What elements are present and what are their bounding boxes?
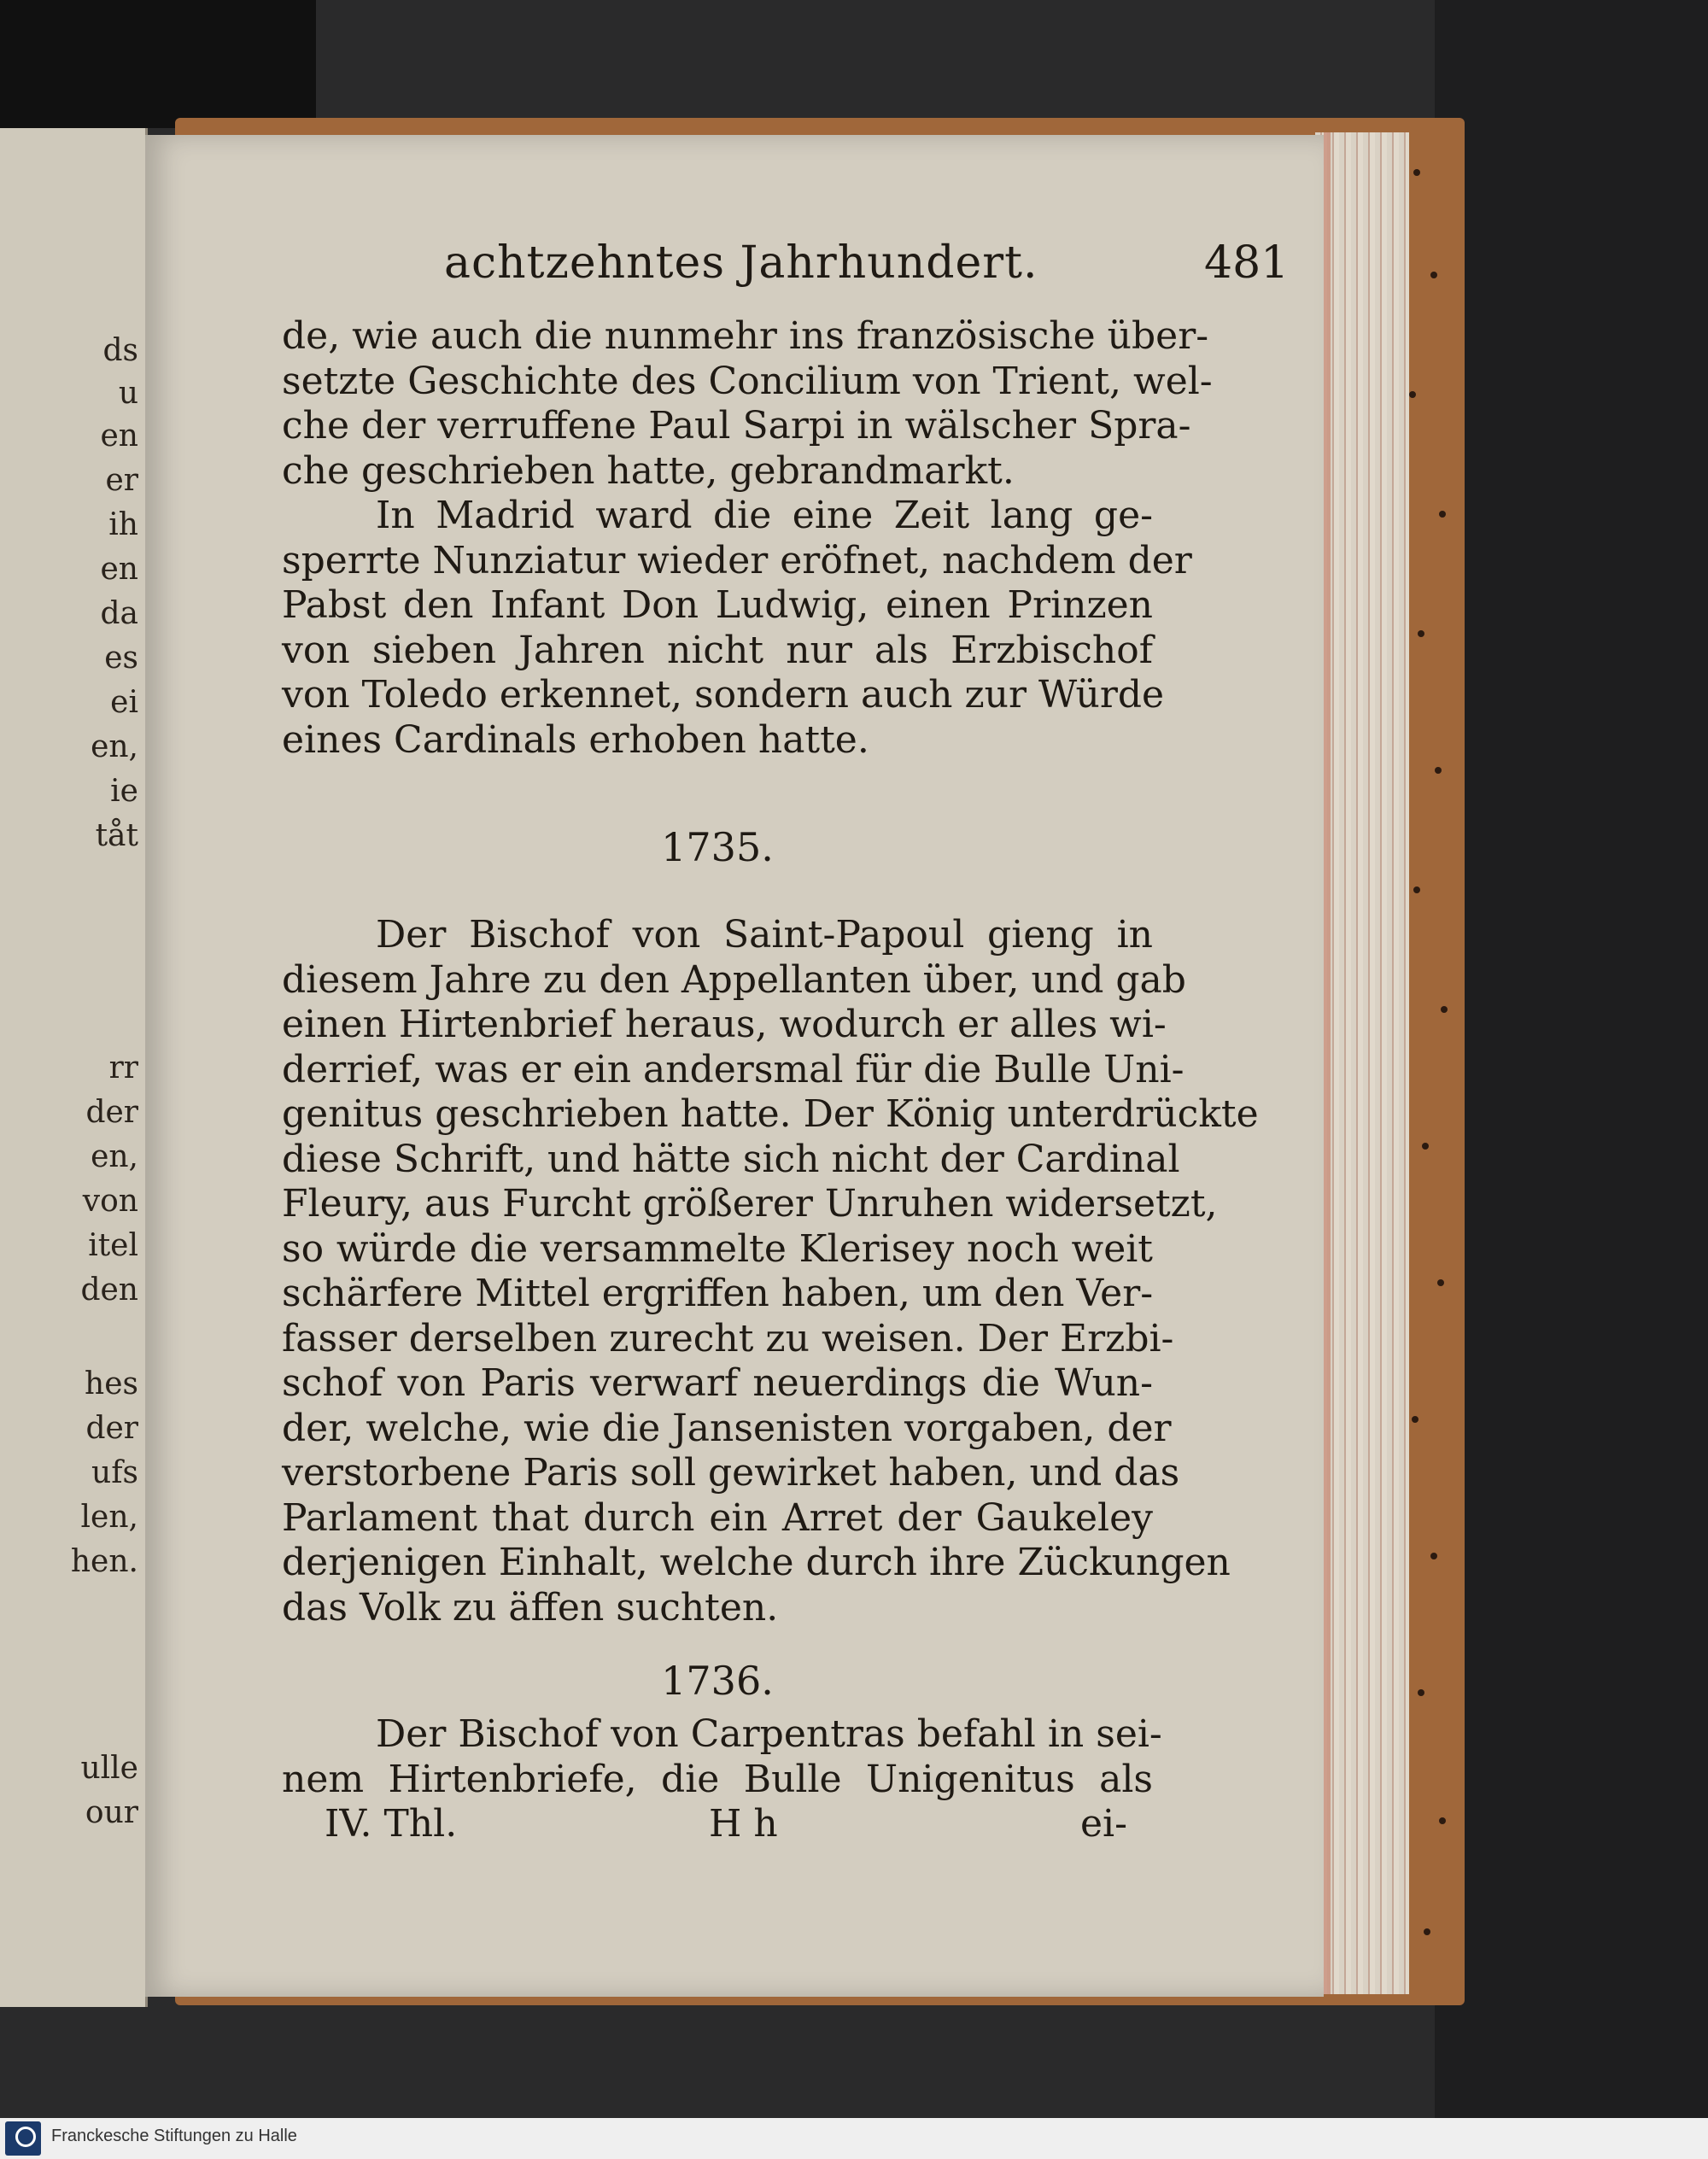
cover-speckle [1435, 767, 1442, 774]
cover-speckle [1439, 1817, 1446, 1824]
text-line: diese Schrift, und hätte sich nicht der Cardinal [282, 1137, 1180, 1181]
text-line: von Toledo erkennet, sondern auch zur Würde [282, 673, 1165, 717]
left-fragment: es [104, 641, 138, 676]
text-line: de, wie auch die nunmehr ins französische über- [282, 314, 1209, 358]
page-edge-red [1324, 132, 1331, 1994]
text-line: nem Hirtenbriefe, die Bulle Unigenitus als [282, 1757, 1153, 1801]
left-fragment: ulle [80, 1751, 138, 1786]
text-line: che geschrieben hatte, gebrandmarkt. [282, 448, 1015, 493]
text-line: diesem Jahre zu den Appellanten über, und gab [282, 957, 1186, 1002]
cover-speckle [1418, 630, 1424, 637]
text-line: verstorbene Paris soll gewirket haben, und das [282, 1451, 1180, 1495]
paragraph-1 [282, 314, 1290, 494]
text-line: einen Hirtenbrief heraus, wodurch er alles wi- [282, 1003, 1167, 1046]
page-number: 481 [1204, 237, 1290, 289]
left-fragment: en, [91, 729, 138, 764]
institution-logo [5, 2121, 41, 2156]
text-line: derjenigen Einhalt, welche durch ihre Zückungen [282, 1541, 1231, 1584]
year-heading: 1736. [661, 1658, 774, 1704]
left-fragment: en [100, 418, 138, 453]
text-line: derrief, was er ein andersmal für die Bulle Uni- [282, 1047, 1184, 1091]
left-fragment: der [85, 1411, 138, 1446]
gathering-signature: H h [709, 1802, 778, 1846]
left-fragment: en [100, 552, 138, 587]
logo-emblem-icon [15, 2127, 36, 2147]
left-fragment: ei [110, 685, 138, 720]
paragraph-3 [282, 913, 1290, 1630]
left-fragment: ufs [91, 1455, 138, 1490]
text-line: schärfere Mittel ergriffen haben, um den Ver- [282, 1272, 1154, 1315]
cover-speckle [1430, 1553, 1437, 1559]
catchword: ei- [1080, 1802, 1127, 1846]
cover-speckle [1439, 511, 1446, 518]
cover-speckle [1413, 169, 1420, 176]
page-content [282, 237, 1290, 1853]
page-header [282, 237, 1290, 314]
left-fragment: von [82, 1184, 138, 1219]
left-fragment: rr [108, 1050, 138, 1085]
left-page [0, 128, 148, 2007]
background-top-left [0, 0, 316, 128]
cover-speckle [1422, 1143, 1429, 1150]
year-heading: 1735. [661, 824, 774, 870]
cover-speckle [1437, 1279, 1444, 1286]
left-fragment: ds [102, 333, 138, 368]
text-line: setzte Geschichte des Concilium von Trient, wel- [282, 359, 1213, 403]
paragraph-4 [282, 1712, 1290, 1802]
text-line: schof von Paris verwarf neuerdings die Wun- [282, 1361, 1153, 1405]
cover-speckle [1418, 1689, 1424, 1696]
text-line: In Madrid ward die eine Zeit lang ge- [376, 494, 1153, 537]
cover-speckle [1412, 1416, 1418, 1423]
left-fragment: da [100, 596, 138, 631]
left-fragment: u [118, 376, 138, 411]
volume-signature: IV. Thl. [325, 1802, 458, 1846]
text-line: Pabst den Infant Don Ludwig, einen Prinzen [282, 583, 1153, 627]
text-line: so würde die versammelte Klerisey noch weit [282, 1226, 1153, 1271]
background-right [1435, 0, 1708, 2118]
text-line: eines Cardinals erhoben hatte. [282, 717, 869, 762]
cover-speckle [1409, 391, 1416, 398]
text-line: Der Bischof von Carpentras befahl in sei- [376, 1712, 1162, 1756]
cover-speckle [1430, 272, 1437, 278]
text-line: sperrte Nunziatur wieder eröfnet, nachdem der [282, 538, 1192, 582]
text-line: der, welche, wie die Jansenisten vorgaben, der [282, 1406, 1172, 1450]
institution-name: Franckesche Stiftungen zu Halle [51, 2127, 297, 2145]
left-fragment: len, [80, 1500, 138, 1535]
text-line: che der verruffene Paul Sarpi in wälscher Spra- [282, 404, 1191, 448]
text-line: Der Bischof von Saint-Papoul gieng in [376, 913, 1153, 957]
text-line: Fleury, aus Furcht größerer Unruhen widersetzt, [282, 1182, 1218, 1226]
left-fragment: den [80, 1273, 138, 1308]
left-fragment: der [85, 1095, 138, 1130]
cover-speckle [1424, 1928, 1430, 1935]
left-fragment: tåt [95, 818, 138, 853]
running-head: achtzehntes Jahrhundert. [444, 237, 1038, 289]
left-fragment: hen. [70, 1544, 138, 1579]
cover-speckle [1441, 1006, 1448, 1013]
text-line: Parlament that durch ein Arret der Gaukeley [282, 1495, 1153, 1540]
left-fragment: itel [88, 1228, 138, 1263]
text-line: das Volk zu äffen suchten. [282, 1585, 779, 1629]
text-line: von sieben Jahren nicht nur als Erzbischof [282, 628, 1153, 672]
left-fragment: our [85, 1795, 138, 1830]
left-fragment: hes [85, 1366, 138, 1401]
left-fragment: ih [108, 507, 138, 542]
page-footer [282, 1802, 1153, 1853]
left-fragment: er [105, 463, 138, 498]
right-page [145, 135, 1324, 1997]
paragraph-2 [282, 494, 1290, 763]
cover-speckle [1413, 886, 1420, 893]
text-line: genitus geschrieben hatte. Der König unterdrückte [282, 1092, 1259, 1136]
left-fragment: ie [110, 774, 138, 809]
left-fragment: en, [91, 1139, 138, 1174]
text-line: fasser derselben zurecht zu weisen. Der Erzbi- [282, 1316, 1174, 1360]
